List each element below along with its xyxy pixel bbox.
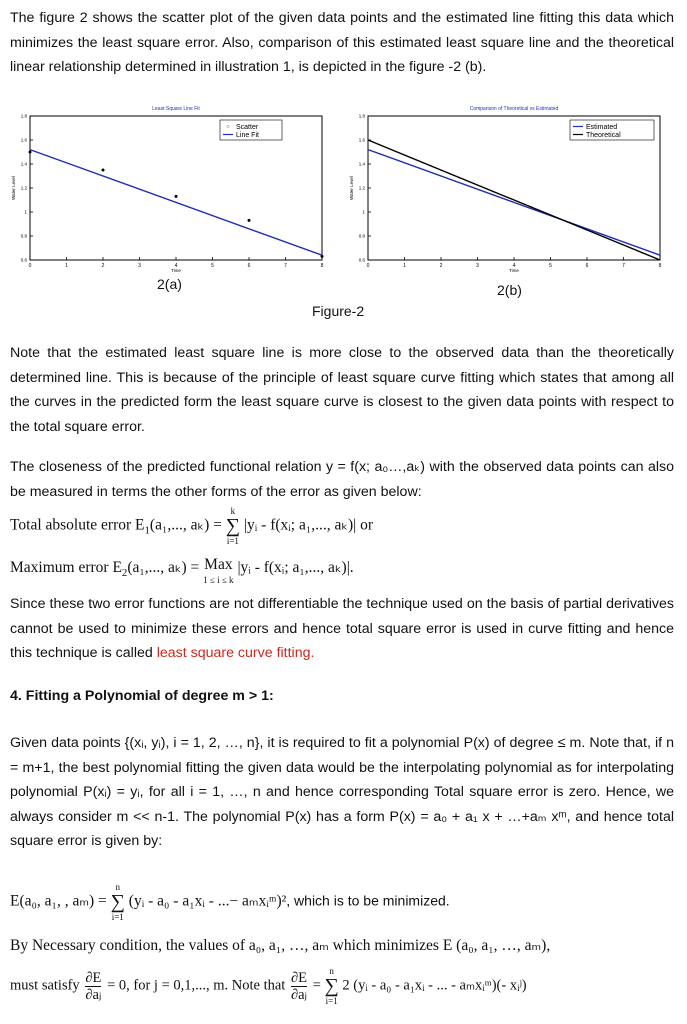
figure-caption: Figure-2 — [312, 303, 365, 319]
x-tick-label: 0 — [366, 263, 370, 269]
x-tick-label: 5 — [549, 263, 552, 269]
x-tick-label: 2 — [439, 263, 443, 269]
x-tick-label: 7 — [622, 263, 625, 269]
scatter-point — [248, 219, 251, 222]
scatter-point — [175, 195, 178, 198]
y-tick-label: 1 — [362, 209, 365, 215]
chart-title: Least Square Line Fit — [152, 106, 200, 112]
subcaption-2a: 2(a) — [157, 276, 182, 292]
chart-title: Comparison of Theoretical vs Estimated — [469, 106, 559, 112]
x-tick-label: 3 — [476, 263, 479, 269]
y-tick-label: 1.4 — [358, 161, 365, 167]
highlight-least-square: least square curve fitting. — [156, 645, 315, 661]
y-tick-label: 1.2 — [20, 185, 27, 191]
x-tick-label: 8 — [658, 263, 662, 269]
x-axis-label: Time — [171, 268, 181, 272]
scatter-point — [29, 151, 32, 154]
y-tick-label: 0.6 — [358, 257, 365, 263]
equation-total-square-error: E(a₀, a₁, , aₘ) = n ∑ i=1 (yᵢ - a₀ - a₁xᵢ - ...− aₘxᵢᵐ)², which is to be minimized. — [10, 882, 450, 922]
y-axis-label: Water Level — [349, 176, 354, 200]
paragraph-least-square-note: Note that the estimated least square line is more close to the observed data than the theoretically determined line. This is because of the principle of least square curve fitting which states that among all the curves in the predicted form the least square curve is closest to the given data points with respect to the total square error. — [10, 345, 674, 435]
equation-partial-derivative: must satisfy $\frac{\partial E}{\text{∂aⱼ}}$ = 0, for j = 0,1,..., m. Note that $\frac{\partial E}{\text{∂aⱼ}}$ = n ∑ i=1 2 (yᵢ - a₀ - a₁xᵢ - ... - aₘxᵢᵐ)(- xᵢʲ) — [10, 966, 527, 1006]
x-tick-label: 8 — [320, 263, 324, 269]
equation-total-absolute-error: Total absolute error $E_1(a_1$,..., aₖ) = k ∑ i=1 |yᵢ - f(xᵢ; a₁,..., aₖ)| or — [10, 506, 374, 546]
y-tick-label: 0.6 — [20, 257, 27, 263]
x-tick-label: 6 — [585, 263, 589, 269]
paragraph-closeness: The closeness of the predicted functional relation y = f(x; a₀…,aₖ) with the observed data points can also be measured in terms the other forms of the error as given below: — [10, 459, 674, 500]
x-tick-label: 2 — [101, 263, 105, 269]
legend-entry: Scatter — [236, 124, 259, 131]
x-tick-label: 5 — [211, 263, 214, 269]
x-tick-label: 0 — [28, 263, 32, 269]
y-tick-label: 1 — [24, 209, 27, 215]
y-tick-label: 1.2 — [358, 185, 365, 191]
equation-maximum-error: Maximum error $E_2(a_1$,..., aₖ) = Max 1 ≤ i ≤ k |yᵢ - f(xᵢ; a₁,..., aₖ)|. — [10, 556, 354, 585]
x-axis-label: Time — [509, 268, 519, 272]
subcaption-2b: 2(b) — [497, 282, 522, 298]
x-tick-label: 7 — [284, 263, 287, 269]
paragraph-polynomial: Given data points {(xᵢ, yᵢ), i = 1, 2, …, n}, it is required to fit a polynomial P(x) of degree ≤ m. Note that, if n = m+1, the best polynomial fitting the given data would be the interpolating polynomial as for interpolating polynomial P(xᵢ) = yᵢ, for all i = 1, …, n and hence corresponding Total square error is zero. Hence, we always consider m << n-1. The polynomial P(x) has a form P(x) = a₀ + a₁ x + …+aₘ xᵐ, and hence total square error is given by: — [10, 735, 674, 849]
y-tick-label: 1.6 — [358, 137, 365, 143]
y-tick-label: 1.6 — [20, 137, 27, 143]
y-axis-label: Water Level — [11, 176, 16, 200]
section-heading: 4. Fitting a Polynomial of degree m > 1: — [10, 688, 274, 704]
y-tick-label: 0.8 — [358, 233, 365, 239]
x-tick-label: 1 — [65, 263, 68, 269]
intro-paragraph: The figure 2 shows the scatter plot of the given data points and the estimated line fitting this data which minimizes the least square error. Also, comparison of this estimated least square line and the theoretical linear relationship determined in illustration 1, is depicted in the figure -2 (b). — [10, 10, 674, 75]
chart-2a-least-square-fit — [10, 104, 328, 272]
legend-entry: Theoretical — [586, 132, 621, 139]
paragraph-necessary-condition: By Necessary condition, the values of a₀, a₁, …, aₘ which minimizes E (a₀, a₁, …, aₘ), — [10, 937, 551, 954]
y-tick-label: 0.8 — [20, 233, 27, 239]
x-tick-label: 1 — [403, 263, 406, 269]
paragraph-differentiability: Since these two error functions are not differentiable the technique used on the basis of partial derivatives cannot be used to minimize these errors and hence total square error is used in curve fitting and hence this technique is called least square curve fitting. — [10, 596, 674, 661]
legend-entry: Estimated — [586, 124, 618, 131]
y-tick-label: 1.4 — [20, 161, 27, 167]
scatter-point — [102, 169, 105, 172]
y-tick-label: 1.8 — [20, 113, 27, 119]
legend-entry: Line Fit — [236, 132, 259, 139]
chart-2b-theoretical-vs-estimated — [348, 104, 666, 272]
x-tick-label: 3 — [138, 263, 141, 269]
x-tick-label: 4 — [512, 263, 516, 269]
x-tick-label: 4 — [174, 263, 178, 269]
y-tick-label: 1.8 — [358, 113, 365, 119]
x-tick-label: 6 — [247, 263, 251, 269]
